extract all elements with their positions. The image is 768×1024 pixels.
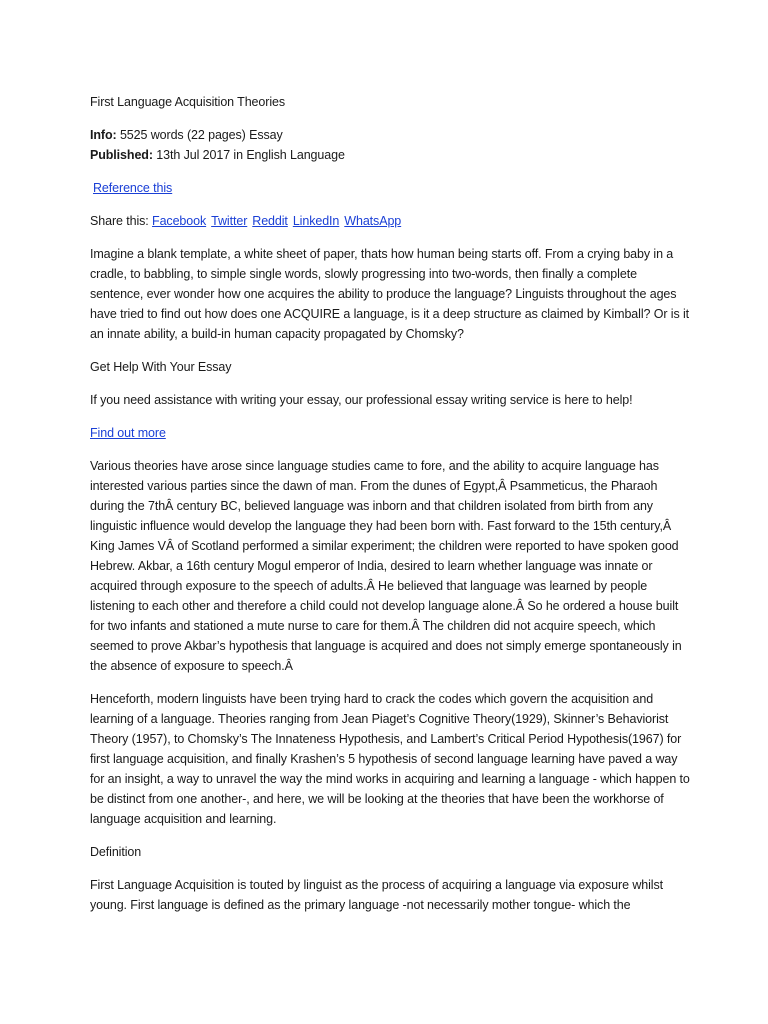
meta-info [90,125,690,165]
modern-paragraph: Henceforth, modern linguists have been trying hard to crack the codes which govern the acquisition and learning of a language. Theories ranging from Jean Piaget’s Cognitive Theory(1929), Skinner’s Behaviorist Theory (1957), to Chomsky’s The Innateness Hypothesis, and Lambert’s Critical Period Hypothesis(1967) for first language acquisition, and finally Krashen’s 5 hypothesis of second language learning have paved a way for an insight, a way to unravel the way the mind works in acquiring and learning a language - which happen to be distinct from one another-, and here, we will be looking at the theories that have been the workhorse of language acquisition and learning. [90,692,690,826]
info-label: Info: [90,128,117,142]
share-facebook-link[interactable]: Facebook [152,214,207,228]
document-page [90,92,690,928]
share-whatsapp-link[interactable]: WhatsApp [344,214,402,228]
published-line [90,145,690,165]
intro-paragraph: Imagine a blank template, a white sheet of paper, thats how human being starts off. From a crying baby in a cradle, to babbling, to simple single words, slowly progressing into two-words, then finally a complete sentence, ever wonder how one acquires the ability to produce the language? Linguists throughout the ages have tried to find out how does one ACQUIRE a language, is it a deep structure as claimed by Kimball? Or is it an innate ability, a build-in human capacity propagated by Chomsky? [90,247,690,341]
share-links [152,214,406,228]
help-text: If you need assistance with writing your essay, our professional essay writing service is here to help! [90,393,633,407]
info-line [90,125,690,145]
share-line [90,211,690,231]
share-label: Share this: [90,214,153,228]
document-title: First Language Acquisition Theories [90,95,285,109]
share-reddit-link[interactable]: Reddit [252,214,288,228]
published-value: 13th Jul 2017 in English Language [152,148,345,162]
share-linkedin-link[interactable]: LinkedIn [292,214,340,228]
share-twitter-link[interactable]: Twitter [211,214,248,228]
definition-paragraph: First Language Acquisition is touted by linguist as the process of acquiring a language via exposure whilst young. First language is defined as the primary language -not necessarily mother tongue- which the [90,878,663,912]
find-out-more-line [90,423,690,443]
help-heading: Get Help With Your Essay [90,360,232,374]
info-value: 5525 words (22 pages) Essay [116,128,283,142]
history-paragraph: Various theories have arose since language studies came to fore, and the ability to acquire language has interested various parties since the dawn of man. From the dunes of Egypt,Â Psammeticus, the Pharaoh during the 7thÂ century BC, believed language was inborn and that children isolated from birth from any linguistic influence would develop the language they had been born with. Fast forward to the 15th century,Â King James VÂ of Scotland performed a similar experiment; the children were reported to have spoken good Hebrew. Akbar, a 16th century Mogul emperor of India, desired to learn whether language was innate or acquired through exposure to the speech of adults.Â He believed that language was learned by people listening to each other and therefore a child could not develop language alone.Â So he ordered a house built for two infants and stationed a mute nurse to care for them.Â The children did not acquire speech, which seemed to prove Akbar’s hypothesis that language is acquired and does not simply emerge spontaneously in the absence of exposure to speech.Â [90,459,682,673]
find-out-more-link[interactable]: Find out more [90,426,166,440]
definition-heading: Definition [90,845,142,859]
reference-line [93,178,690,198]
reference-link[interactable]: Reference this [93,181,173,195]
published-label: Published: [90,148,153,162]
